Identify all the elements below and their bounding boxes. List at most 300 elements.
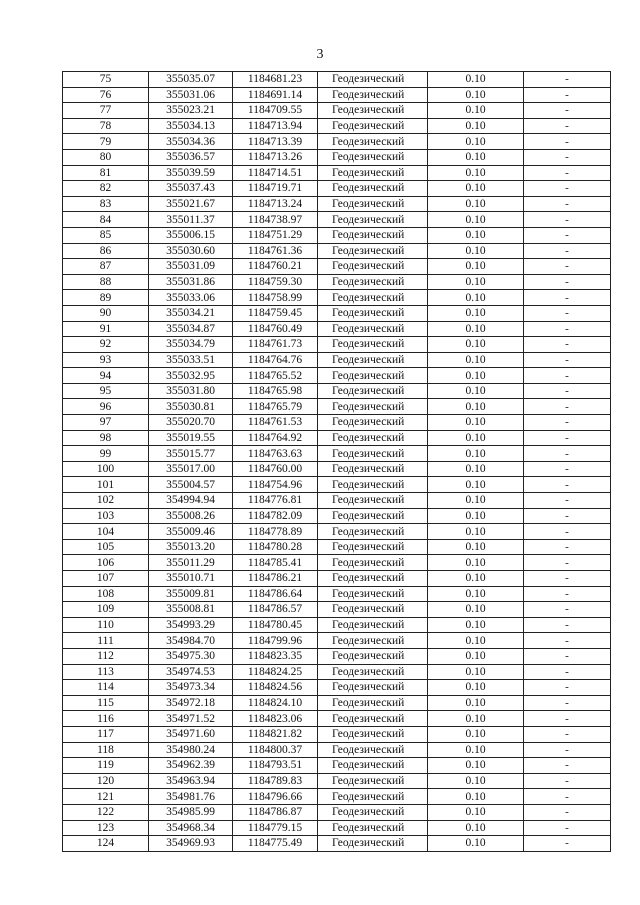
table-row bbox=[63, 72, 611, 88]
point-number-cell: 96 bbox=[63, 399, 149, 415]
note-cell: - bbox=[524, 290, 611, 306]
point-number-cell: 87 bbox=[63, 259, 149, 275]
x-coordinate-cell: 355013.20 bbox=[149, 539, 233, 555]
method-cell: Геодезический bbox=[318, 680, 428, 696]
y-coordinate-cell: 1184681.23 bbox=[233, 72, 318, 88]
table-row bbox=[63, 680, 611, 696]
method-cell: Геодезический bbox=[318, 134, 428, 150]
y-coordinate-cell: 1184691.14 bbox=[233, 87, 318, 103]
point-number-cell: 75 bbox=[63, 72, 149, 88]
table-row bbox=[63, 602, 611, 618]
method-cell: Геодезический bbox=[318, 804, 428, 820]
note-cell: - bbox=[524, 461, 611, 477]
method-cell: Геодезический bbox=[318, 72, 428, 88]
note-cell: - bbox=[524, 477, 611, 493]
table-row bbox=[63, 181, 611, 197]
table-row bbox=[63, 539, 611, 555]
accuracy-cell: 0.10 bbox=[428, 118, 524, 134]
note-cell: - bbox=[524, 321, 611, 337]
accuracy-cell: 0.10 bbox=[428, 804, 524, 820]
y-coordinate-cell: 1184751.29 bbox=[233, 227, 318, 243]
point-number-cell: 90 bbox=[63, 305, 149, 321]
x-coordinate-cell: 354974.53 bbox=[149, 664, 233, 680]
method-cell: Геодезический bbox=[318, 103, 428, 119]
method-cell: Геодезический bbox=[318, 430, 428, 446]
x-coordinate-cell: 355031.86 bbox=[149, 274, 233, 290]
table-row bbox=[63, 196, 611, 212]
note-cell: - bbox=[524, 196, 611, 212]
table-row bbox=[63, 804, 611, 820]
accuracy-cell: 0.10 bbox=[428, 758, 524, 774]
note-cell: - bbox=[524, 571, 611, 587]
table-row bbox=[63, 617, 611, 633]
method-cell: Геодезический bbox=[318, 664, 428, 680]
note-cell: - bbox=[524, 87, 611, 103]
table-row bbox=[63, 758, 611, 774]
point-number-cell: 97 bbox=[63, 415, 149, 431]
table-row bbox=[63, 352, 611, 368]
point-number-cell: 101 bbox=[63, 477, 149, 493]
y-coordinate-cell: 1184713.26 bbox=[233, 149, 318, 165]
x-coordinate-cell: 355033.06 bbox=[149, 290, 233, 306]
note-cell: - bbox=[524, 789, 611, 805]
y-coordinate-cell: 1184786.64 bbox=[233, 586, 318, 602]
table-row bbox=[63, 695, 611, 711]
point-number-cell: 81 bbox=[63, 165, 149, 181]
method-cell: Геодезический bbox=[318, 617, 428, 633]
note-cell: - bbox=[524, 243, 611, 259]
note-cell: - bbox=[524, 368, 611, 384]
x-coordinate-cell: 354975.30 bbox=[149, 648, 233, 664]
note-cell: - bbox=[524, 274, 611, 290]
point-number-cell: 98 bbox=[63, 430, 149, 446]
x-coordinate-cell: 355031.06 bbox=[149, 87, 233, 103]
accuracy-cell: 0.10 bbox=[428, 274, 524, 290]
y-coordinate-cell: 1184799.96 bbox=[233, 633, 318, 649]
point-number-cell: 82 bbox=[63, 181, 149, 197]
accuracy-cell: 0.10 bbox=[428, 602, 524, 618]
note-cell: - bbox=[524, 664, 611, 680]
method-cell: Геодезический bbox=[318, 181, 428, 197]
point-number-cell: 110 bbox=[63, 617, 149, 633]
accuracy-cell: 0.10 bbox=[428, 571, 524, 587]
method-cell: Геодезический bbox=[318, 695, 428, 711]
y-coordinate-cell: 1184764.92 bbox=[233, 430, 318, 446]
accuracy-cell: 0.10 bbox=[428, 352, 524, 368]
note-cell: - bbox=[524, 181, 611, 197]
x-coordinate-cell: 354969.93 bbox=[149, 836, 233, 852]
y-coordinate-cell: 1184759.30 bbox=[233, 274, 318, 290]
method-cell: Геодезический bbox=[318, 118, 428, 134]
method-cell: Геодезический bbox=[318, 758, 428, 774]
note-cell: - bbox=[524, 227, 611, 243]
table-row bbox=[63, 337, 611, 353]
y-coordinate-cell: 1184782.09 bbox=[233, 508, 318, 524]
x-coordinate-cell: 354980.24 bbox=[149, 742, 233, 758]
table-row bbox=[63, 259, 611, 275]
accuracy-cell: 0.10 bbox=[428, 290, 524, 306]
method-cell: Геодезический bbox=[318, 524, 428, 540]
accuracy-cell: 0.10 bbox=[428, 680, 524, 696]
point-number-cell: 120 bbox=[63, 773, 149, 789]
table-row bbox=[63, 399, 611, 415]
method-cell: Геодезический bbox=[318, 212, 428, 228]
note-cell: - bbox=[524, 711, 611, 727]
note-cell: - bbox=[524, 820, 611, 836]
note-cell: - bbox=[524, 648, 611, 664]
x-coordinate-cell: 355030.60 bbox=[149, 243, 233, 259]
note-cell: - bbox=[524, 680, 611, 696]
point-number-cell: 123 bbox=[63, 820, 149, 836]
accuracy-cell: 0.10 bbox=[428, 72, 524, 88]
note-cell: - bbox=[524, 399, 611, 415]
note-cell: - bbox=[524, 352, 611, 368]
method-cell: Геодезический bbox=[318, 383, 428, 399]
method-cell: Геодезический bbox=[318, 165, 428, 181]
note-cell: - bbox=[524, 212, 611, 228]
accuracy-cell: 0.10 bbox=[428, 711, 524, 727]
x-coordinate-cell: 355008.26 bbox=[149, 508, 233, 524]
accuracy-cell: 0.10 bbox=[428, 664, 524, 680]
y-coordinate-cell: 1184754.96 bbox=[233, 477, 318, 493]
x-coordinate-cell: 355009.46 bbox=[149, 524, 233, 540]
point-number-cell: 116 bbox=[63, 711, 149, 727]
y-coordinate-cell: 1184761.53 bbox=[233, 415, 318, 431]
table-row bbox=[63, 742, 611, 758]
x-coordinate-cell: 354971.60 bbox=[149, 726, 233, 742]
point-number-cell: 89 bbox=[63, 290, 149, 306]
table-row bbox=[63, 165, 611, 181]
note-cell: - bbox=[524, 773, 611, 789]
accuracy-cell: 0.10 bbox=[428, 539, 524, 555]
y-coordinate-cell: 1184780.28 bbox=[233, 539, 318, 555]
note-cell: - bbox=[524, 617, 611, 633]
x-coordinate-cell: 354993.29 bbox=[149, 617, 233, 633]
note-cell: - bbox=[524, 383, 611, 399]
table-row bbox=[63, 508, 611, 524]
accuracy-cell: 0.10 bbox=[428, 243, 524, 259]
method-cell: Геодезический bbox=[318, 352, 428, 368]
y-coordinate-cell: 1184789.83 bbox=[233, 773, 318, 789]
accuracy-cell: 0.10 bbox=[428, 446, 524, 462]
method-cell: Геодезический bbox=[318, 711, 428, 727]
accuracy-cell: 0.10 bbox=[428, 165, 524, 181]
x-coordinate-cell: 355031.09 bbox=[149, 259, 233, 275]
method-cell: Геодезический bbox=[318, 461, 428, 477]
y-coordinate-cell: 1184759.45 bbox=[233, 305, 318, 321]
y-coordinate-cell: 1184738.97 bbox=[233, 212, 318, 228]
table-row bbox=[63, 227, 611, 243]
x-coordinate-cell: 355034.21 bbox=[149, 305, 233, 321]
table-row bbox=[63, 118, 611, 134]
point-number-cell: 109 bbox=[63, 602, 149, 618]
method-cell: Геодезический bbox=[318, 259, 428, 275]
y-coordinate-cell: 1184713.39 bbox=[233, 134, 318, 150]
accuracy-cell: 0.10 bbox=[428, 836, 524, 852]
point-number-cell: 112 bbox=[63, 648, 149, 664]
table-row bbox=[63, 820, 611, 836]
point-number-cell: 103 bbox=[63, 508, 149, 524]
x-coordinate-cell: 355011.37 bbox=[149, 212, 233, 228]
x-coordinate-cell: 355036.57 bbox=[149, 149, 233, 165]
note-cell: - bbox=[524, 118, 611, 134]
method-cell: Геодезический bbox=[318, 87, 428, 103]
y-coordinate-cell: 1184778.89 bbox=[233, 524, 318, 540]
table-row bbox=[63, 493, 611, 509]
accuracy-cell: 0.10 bbox=[428, 103, 524, 119]
accuracy-cell: 0.10 bbox=[428, 227, 524, 243]
y-coordinate-cell: 1184758.99 bbox=[233, 290, 318, 306]
table-row bbox=[63, 430, 611, 446]
table-row bbox=[63, 664, 611, 680]
point-number-cell: 100 bbox=[63, 461, 149, 477]
method-cell: Геодезический bbox=[318, 196, 428, 212]
x-coordinate-cell: 355017.00 bbox=[149, 461, 233, 477]
y-coordinate-cell: 1184765.79 bbox=[233, 399, 318, 415]
method-cell: Геодезический bbox=[318, 586, 428, 602]
point-number-cell: 118 bbox=[63, 742, 149, 758]
method-cell: Геодезический bbox=[318, 243, 428, 259]
point-number-cell: 78 bbox=[63, 118, 149, 134]
table-row bbox=[63, 305, 611, 321]
x-coordinate-cell: 355034.87 bbox=[149, 321, 233, 337]
y-coordinate-cell: 1184764.76 bbox=[233, 352, 318, 368]
y-coordinate-cell: 1184776.81 bbox=[233, 493, 318, 509]
point-number-cell: 107 bbox=[63, 571, 149, 587]
page-number: 3 bbox=[316, 47, 324, 62]
y-coordinate-cell: 1184779.15 bbox=[233, 820, 318, 836]
note-cell: - bbox=[524, 134, 611, 150]
method-cell: Геодезический bbox=[318, 539, 428, 555]
y-coordinate-cell: 1184796.66 bbox=[233, 789, 318, 805]
note-cell: - bbox=[524, 493, 611, 509]
table-row bbox=[63, 586, 611, 602]
y-coordinate-cell: 1184765.98 bbox=[233, 383, 318, 399]
point-number-cell: 106 bbox=[63, 555, 149, 571]
table-row bbox=[63, 555, 611, 571]
note-cell: - bbox=[524, 259, 611, 275]
table-row bbox=[63, 134, 611, 150]
point-number-cell: 92 bbox=[63, 337, 149, 353]
x-coordinate-cell: 355035.07 bbox=[149, 72, 233, 88]
x-coordinate-cell: 354972.18 bbox=[149, 695, 233, 711]
method-cell: Геодезический bbox=[318, 290, 428, 306]
x-coordinate-cell: 355008.81 bbox=[149, 602, 233, 618]
x-coordinate-cell: 355023.21 bbox=[149, 103, 233, 119]
accuracy-cell: 0.10 bbox=[428, 555, 524, 571]
accuracy-cell: 0.10 bbox=[428, 477, 524, 493]
accuracy-cell: 0.10 bbox=[428, 617, 524, 633]
x-coordinate-cell: 354962.39 bbox=[149, 758, 233, 774]
y-coordinate-cell: 1184719.71 bbox=[233, 181, 318, 197]
note-cell: - bbox=[524, 836, 611, 852]
x-coordinate-cell: 355015.77 bbox=[149, 446, 233, 462]
point-number-cell: 86 bbox=[63, 243, 149, 259]
table-row bbox=[63, 103, 611, 119]
y-coordinate-cell: 1184786.21 bbox=[233, 571, 318, 587]
method-cell: Геодезический bbox=[318, 836, 428, 852]
table-row bbox=[63, 243, 611, 259]
x-coordinate-cell: 355031.80 bbox=[149, 383, 233, 399]
note-cell: - bbox=[524, 726, 611, 742]
accuracy-cell: 0.10 bbox=[428, 415, 524, 431]
note-cell: - bbox=[524, 508, 611, 524]
accuracy-cell: 0.10 bbox=[428, 259, 524, 275]
note-cell: - bbox=[524, 415, 611, 431]
note-cell: - bbox=[524, 165, 611, 181]
table-row bbox=[63, 477, 611, 493]
table-row bbox=[63, 571, 611, 587]
x-coordinate-cell: 355033.51 bbox=[149, 352, 233, 368]
x-coordinate-cell: 355034.36 bbox=[149, 134, 233, 150]
point-number-cell: 121 bbox=[63, 789, 149, 805]
y-coordinate-cell: 1184823.06 bbox=[233, 711, 318, 727]
y-coordinate-cell: 1184793.51 bbox=[233, 758, 318, 774]
y-coordinate-cell: 1184821.82 bbox=[233, 726, 318, 742]
x-coordinate-cell: 355009.81 bbox=[149, 586, 233, 602]
method-cell: Геодезический bbox=[318, 446, 428, 462]
accuracy-cell: 0.10 bbox=[428, 633, 524, 649]
y-coordinate-cell: 1184713.24 bbox=[233, 196, 318, 212]
x-coordinate-cell: 355039.59 bbox=[149, 165, 233, 181]
point-number-cell: 94 bbox=[63, 368, 149, 384]
x-coordinate-cell: 354984.70 bbox=[149, 633, 233, 649]
x-coordinate-cell: 355004.57 bbox=[149, 477, 233, 493]
x-coordinate-cell: 354963.94 bbox=[149, 773, 233, 789]
accuracy-cell: 0.10 bbox=[428, 87, 524, 103]
accuracy-cell: 0.10 bbox=[428, 212, 524, 228]
note-cell: - bbox=[524, 804, 611, 820]
note-cell: - bbox=[524, 430, 611, 446]
accuracy-cell: 0.10 bbox=[428, 399, 524, 415]
y-coordinate-cell: 1184760.49 bbox=[233, 321, 318, 337]
x-coordinate-cell: 354971.52 bbox=[149, 711, 233, 727]
note-cell: - bbox=[524, 586, 611, 602]
table-row bbox=[63, 836, 611, 852]
note-cell: - bbox=[524, 149, 611, 165]
point-number-cell: 119 bbox=[63, 758, 149, 774]
method-cell: Геодезический bbox=[318, 305, 428, 321]
method-cell: Геодезический bbox=[318, 368, 428, 384]
point-number-cell: 88 bbox=[63, 274, 149, 290]
accuracy-cell: 0.10 bbox=[428, 461, 524, 477]
x-coordinate-cell: 354973.34 bbox=[149, 680, 233, 696]
point-number-cell: 85 bbox=[63, 227, 149, 243]
table-row bbox=[63, 773, 611, 789]
accuracy-cell: 0.10 bbox=[428, 493, 524, 509]
method-cell: Геодезический bbox=[318, 274, 428, 290]
table-row bbox=[63, 321, 611, 337]
note-cell: - bbox=[524, 305, 611, 321]
y-coordinate-cell: 1184713.94 bbox=[233, 118, 318, 134]
accuracy-cell: 0.10 bbox=[428, 773, 524, 789]
y-coordinate-cell: 1184785.41 bbox=[233, 555, 318, 571]
note-cell: - bbox=[524, 103, 611, 119]
point-number-cell: 84 bbox=[63, 212, 149, 228]
method-cell: Геодезический bbox=[318, 633, 428, 649]
table-row bbox=[63, 415, 611, 431]
accuracy-cell: 0.10 bbox=[428, 196, 524, 212]
point-number-cell: 83 bbox=[63, 196, 149, 212]
point-number-cell: 113 bbox=[63, 664, 149, 680]
point-number-cell: 115 bbox=[63, 695, 149, 711]
y-coordinate-cell: 1184786.87 bbox=[233, 804, 318, 820]
point-number-cell: 117 bbox=[63, 726, 149, 742]
y-coordinate-cell: 1184709.55 bbox=[233, 103, 318, 119]
accuracy-cell: 0.10 bbox=[428, 134, 524, 150]
x-coordinate-cell: 355010.71 bbox=[149, 571, 233, 587]
point-number-cell: 77 bbox=[63, 103, 149, 119]
point-number-cell: 99 bbox=[63, 446, 149, 462]
method-cell: Геодезический bbox=[318, 555, 428, 571]
note-cell: - bbox=[524, 555, 611, 571]
point-number-cell: 114 bbox=[63, 680, 149, 696]
x-coordinate-cell: 355011.29 bbox=[149, 555, 233, 571]
y-coordinate-cell: 1184775.49 bbox=[233, 836, 318, 852]
point-number-cell: 104 bbox=[63, 524, 149, 540]
accuracy-cell: 0.10 bbox=[428, 368, 524, 384]
note-cell: - bbox=[524, 337, 611, 353]
accuracy-cell: 0.10 bbox=[428, 508, 524, 524]
coordinates-table bbox=[62, 71, 611, 852]
y-coordinate-cell: 1184761.73 bbox=[233, 337, 318, 353]
table-row bbox=[63, 461, 611, 477]
accuracy-cell: 0.10 bbox=[428, 726, 524, 742]
accuracy-cell: 0.10 bbox=[428, 820, 524, 836]
point-number-cell: 80 bbox=[63, 149, 149, 165]
point-number-cell: 108 bbox=[63, 586, 149, 602]
point-number-cell: 102 bbox=[63, 493, 149, 509]
method-cell: Геодезический bbox=[318, 477, 428, 493]
accuracy-cell: 0.10 bbox=[428, 695, 524, 711]
point-number-cell: 91 bbox=[63, 321, 149, 337]
y-coordinate-cell: 1184763.63 bbox=[233, 446, 318, 462]
accuracy-cell: 0.10 bbox=[428, 321, 524, 337]
accuracy-cell: 0.10 bbox=[428, 149, 524, 165]
coordinates-table-body bbox=[63, 72, 611, 852]
table-row bbox=[63, 212, 611, 228]
note-cell: - bbox=[524, 539, 611, 555]
y-coordinate-cell: 1184760.21 bbox=[233, 259, 318, 275]
y-coordinate-cell: 1184824.10 bbox=[233, 695, 318, 711]
x-coordinate-cell: 355019.55 bbox=[149, 430, 233, 446]
point-number-cell: 124 bbox=[63, 836, 149, 852]
table-row bbox=[63, 648, 611, 664]
method-cell: Геодезический bbox=[318, 820, 428, 836]
x-coordinate-cell: 355021.67 bbox=[149, 196, 233, 212]
note-cell: - bbox=[524, 742, 611, 758]
x-coordinate-cell: 355032.95 bbox=[149, 368, 233, 384]
method-cell: Геодезический bbox=[318, 648, 428, 664]
point-number-cell: 76 bbox=[63, 87, 149, 103]
y-coordinate-cell: 1184800.37 bbox=[233, 742, 318, 758]
method-cell: Геодезический bbox=[318, 337, 428, 353]
x-coordinate-cell: 355037.43 bbox=[149, 181, 233, 197]
table-row bbox=[63, 524, 611, 540]
table-row bbox=[63, 87, 611, 103]
x-coordinate-cell: 355006.15 bbox=[149, 227, 233, 243]
x-coordinate-cell: 354981.76 bbox=[149, 789, 233, 805]
table-row bbox=[63, 149, 611, 165]
note-cell: - bbox=[524, 72, 611, 88]
method-cell: Геодезический bbox=[318, 571, 428, 587]
x-coordinate-cell: 354994.94 bbox=[149, 493, 233, 509]
note-cell: - bbox=[524, 633, 611, 649]
point-number-cell: 122 bbox=[63, 804, 149, 820]
note-cell: - bbox=[524, 695, 611, 711]
y-coordinate-cell: 1184823.35 bbox=[233, 648, 318, 664]
x-coordinate-cell: 354985.99 bbox=[149, 804, 233, 820]
